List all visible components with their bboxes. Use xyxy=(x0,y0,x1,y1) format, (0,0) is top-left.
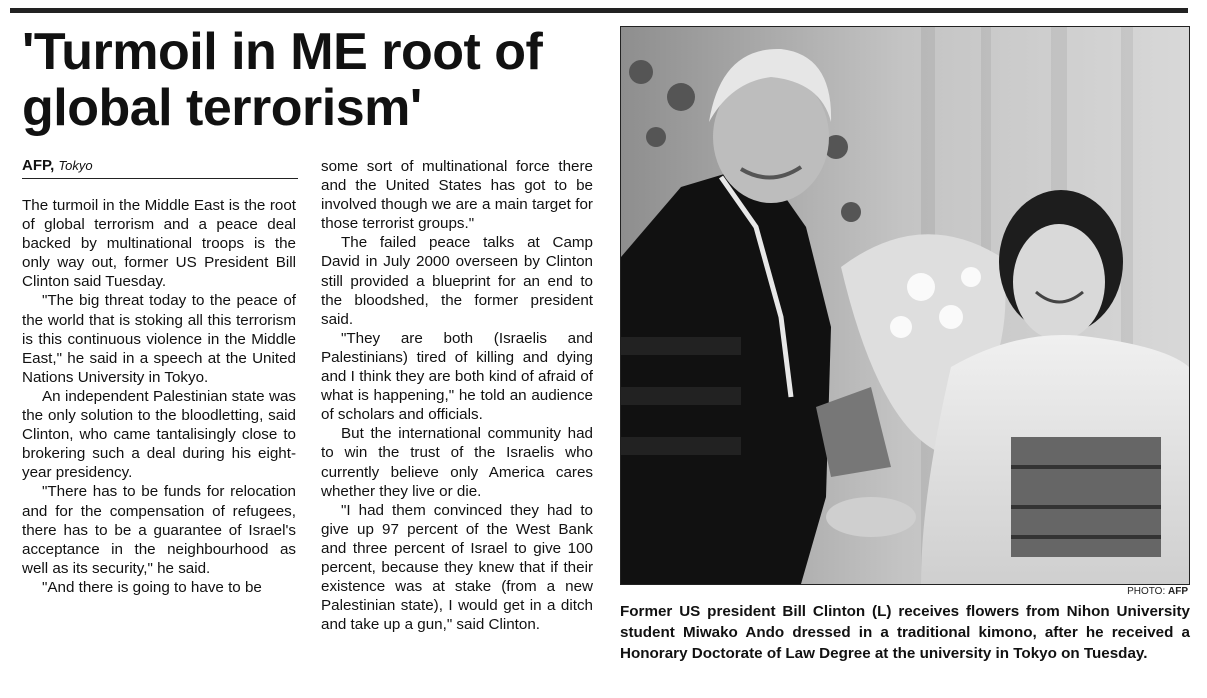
paragraph: The turmoil in the Middle East is the root of global terrorism and a peace deal backed by multinational troops is the only way out, former US President Bill Clinton said Tuesday. xyxy=(22,197,296,291)
photo-credit-source: AFP xyxy=(1168,586,1188,597)
paragraph: "And there is going to have to be xyxy=(42,578,262,596)
paragraph: "They are both (Israelis and Palestinians) tired of killing and dying and I think they are both kind of afraid of what is happening," he told an audience of scholars and officials. xyxy=(321,329,593,424)
article-column-1 xyxy=(22,196,296,597)
paragraph: The failed peace talks at Camp David in July 2000 overseen by Clinton still provided a blueprint for an end to the bloodshed, the former president said. xyxy=(321,234,593,328)
photo-credit-label: PHOTO: xyxy=(1127,586,1166,597)
byline-agency: AFP, xyxy=(22,157,55,174)
news-photo xyxy=(620,26,1190,585)
top-rule xyxy=(10,8,1188,13)
article-column-2 xyxy=(321,157,593,634)
paragraph: "There has to be funds for relocation and for the compensation of refugees, there has to be a guarantee of Israel's acceptance in the neighbourhood as well as its security," he said. xyxy=(22,483,296,577)
photo-caption: Former US president Bill Clinton (L) receives flowers from Nihon University student Miwako Ando dressed in a traditional kimono, after he received a Honorary Doctorate of Law Degree at the university in Tokyo on Tuesday. xyxy=(620,603,1190,662)
headline: 'Turmoil in ME root of global terrorism' xyxy=(22,23,543,137)
paragraph: "I had them convinced they had to give up 97 percent of the West Bank and three percent of Israel to give 100 percent, because they knew that if their existence was at stake (from a new Palestinian state), I would get in a ditch and take up a gun," said Clinton. xyxy=(321,501,593,634)
paragraph: some sort of multinational force there and the United States has got to be involved though we are a main target for those terrorist groups." xyxy=(321,158,593,233)
byline-city: Tokyo xyxy=(58,158,93,173)
paragraph: "The big threat today to the peace of the world that is stoking all this terrorism is this continuous violence in the Middle East," he said in a speech at the United Nations University in Tokyo. xyxy=(22,292,296,386)
paragraph: But the international community had to win the trust of the Israelis who currently believe only America cares whether they live or die. xyxy=(321,425,593,500)
photo-credit xyxy=(620,586,1188,597)
byline xyxy=(22,157,298,179)
photo-illustration xyxy=(621,27,1189,584)
paragraph: An independent Palestinian state was the only solution to the bloodletting, said Clinton, who came tantalisingly close to brokering such a deal during his eight-year presidency. xyxy=(22,387,296,482)
